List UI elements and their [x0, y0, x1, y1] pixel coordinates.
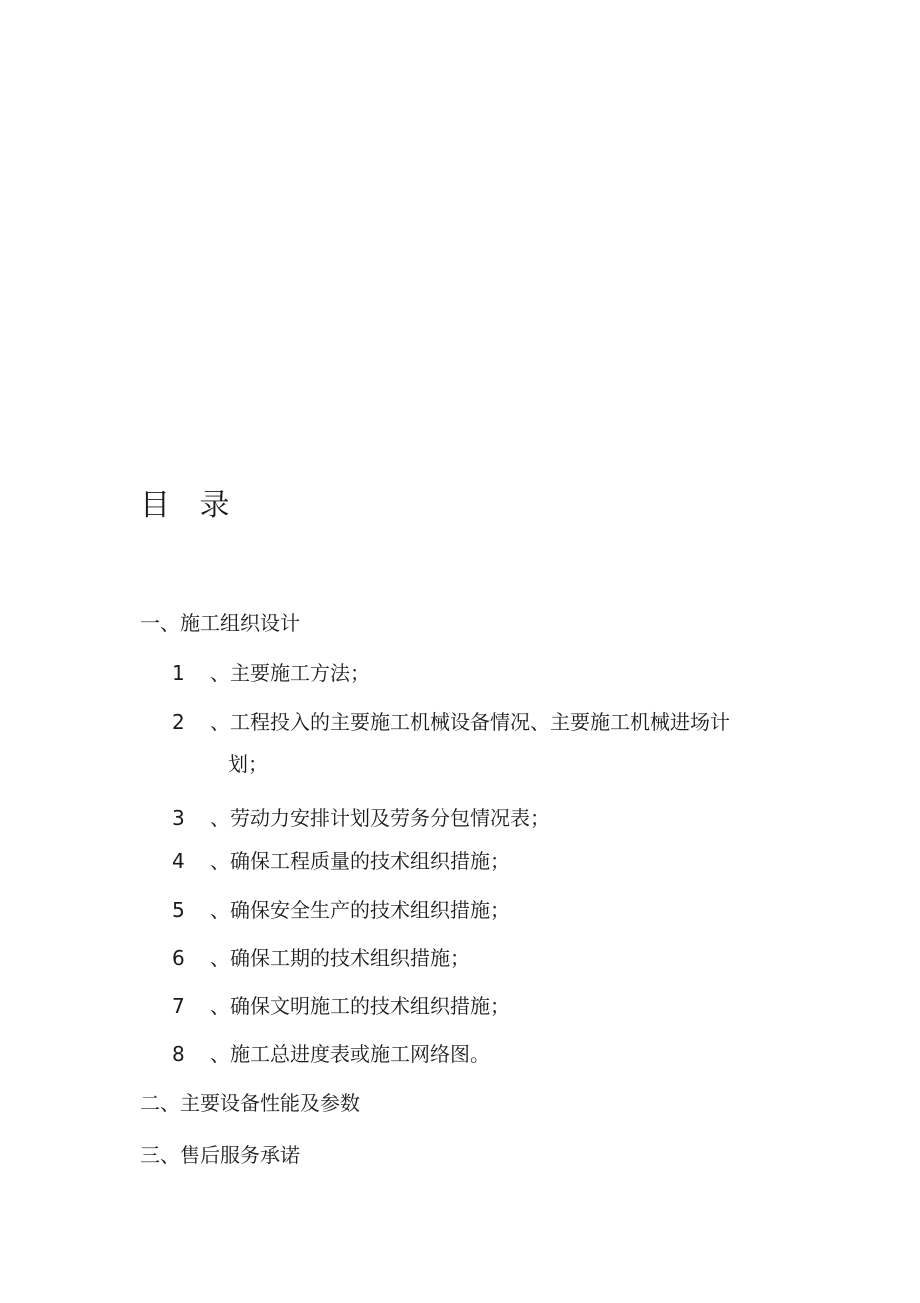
toc-item-1 [172, 659, 370, 687]
toc-section-3: 三、售后服务承诺 [140, 1143, 300, 1167]
toc-item-number: 5 [172, 898, 185, 922]
toc-section-2: 二、主要设备性能及参数 [140, 1091, 360, 1115]
toc-section-1: 一、施工组织设计 [140, 611, 300, 635]
toc-item-text: 、主要施工方法； [210, 661, 370, 685]
toc-item-2-continuation: 划； [228, 752, 268, 776]
toc-item-4 [172, 847, 510, 875]
toc-item-2 [172, 708, 730, 736]
toc-item-number: 1 [172, 661, 185, 685]
toc-item-number: 3 [172, 806, 185, 830]
toc-item-3 [172, 804, 550, 832]
toc-item-text: 、确保安全生产的技术组织措施； [210, 898, 510, 922]
toc-item-number: 6 [172, 946, 185, 970]
toc-item-8 [172, 1040, 490, 1068]
toc-item-text: 、确保工期的技术组织措施； [210, 946, 470, 970]
toc-item-text: 、确保文明施工的技术组织措施； [210, 994, 510, 1018]
toc-item-text: 、劳动力安排计划及劳务分包情况表； [210, 806, 550, 830]
toc-item-number: 7 [172, 994, 185, 1018]
toc-item-text: 、工程投入的主要施工机械设备情况、主要施工机械进场计 [210, 710, 730, 734]
toc-item-number: 8 [172, 1042, 185, 1066]
toc-item-7 [172, 992, 510, 1020]
toc-item-number: 2 [172, 710, 185, 734]
toc-item-6 [172, 944, 470, 972]
toc-item-text: 、确保工程质量的技术组织措施； [210, 849, 510, 873]
toc-title: 目 录 [140, 488, 240, 523]
toc-item-number: 4 [172, 849, 185, 873]
toc-item-5 [172, 896, 510, 924]
toc-item-text: 、施工总进度表或施工网络图。 [210, 1042, 490, 1066]
